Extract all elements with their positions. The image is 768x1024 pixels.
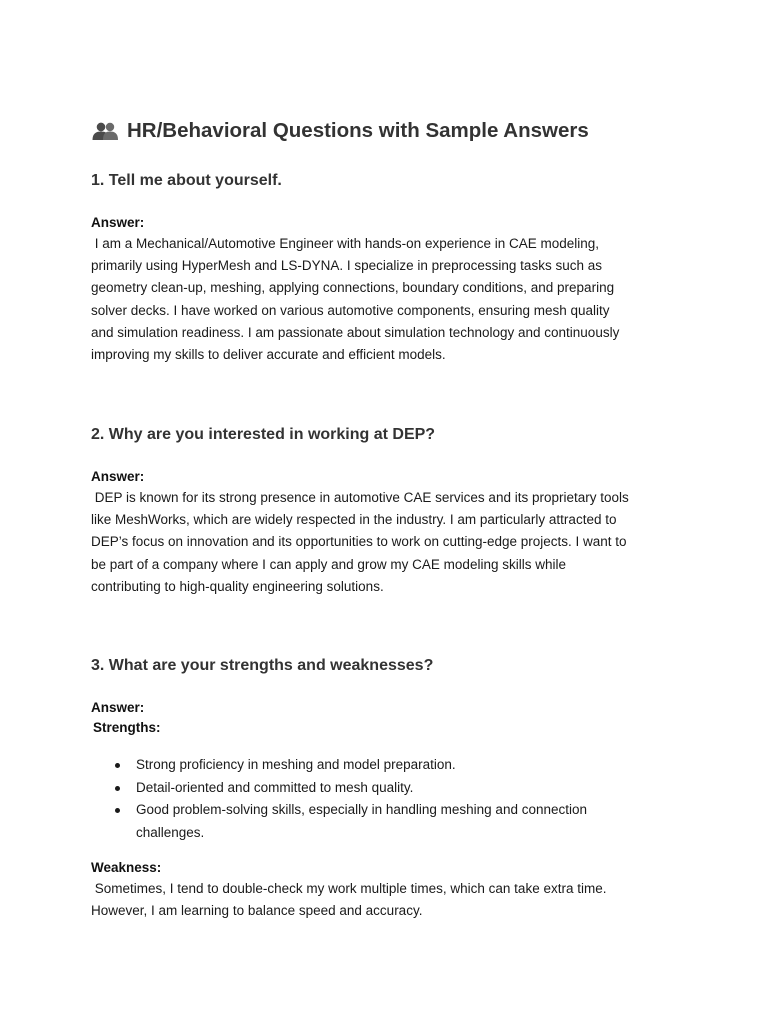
weakness-line: Sometimes, I tend to double-check my work multiple times, which can take extra time. xyxy=(91,881,607,896)
list-item-text: Good problem-solving skills, especially in handling meshing and connection challenges. xyxy=(136,802,588,840)
answer-line: I am a Mechanical/Automotive Engineer with hands-on experience in CAE modeling, xyxy=(91,236,600,251)
answer-line: DEP is known for its strong presence in automotive CAE services and its proprietary tools xyxy=(91,490,629,505)
question-heading: 2. Why are you interested in working at DEP? xyxy=(91,426,436,443)
document-title xyxy=(91,116,708,146)
answer-label: Answer: xyxy=(91,469,145,484)
bullet-icon xyxy=(115,808,120,813)
list-item xyxy=(115,799,711,844)
answer-line: and simulation readiness. I am passionate about simulation technology and continuously xyxy=(91,324,620,340)
weakness-label: Weakness: xyxy=(91,860,162,875)
answer-label: Answer: xyxy=(91,700,145,715)
answer-line: geometry clean-up, meshing, applying connections, boundary conditions, and preparing xyxy=(91,280,615,296)
list-item xyxy=(115,754,711,777)
busts-in-silhouette-icon xyxy=(91,121,119,141)
answer-line: primarily using HyperMesh and LS-DYNA. I specialize in preprocessing tasks such as xyxy=(91,258,602,274)
answer-body xyxy=(91,233,711,366)
document-title-text: HR/Behavioral Questions with Sample Answers xyxy=(127,119,589,142)
answer-line: improving my skills to deliver accurate and efficient models. xyxy=(91,347,446,363)
bullet-icon xyxy=(115,786,120,791)
question-section-1 xyxy=(91,170,711,366)
weakness-block xyxy=(91,858,711,922)
answer-line: DEP’s focus on innovation and its opportunities to work on cutting-edge projects. I want to xyxy=(91,534,627,550)
answer-line: contributing to high-quality engineering solutions. xyxy=(91,578,384,594)
question-heading: 3. What are your strengths and weaknesses? xyxy=(91,657,434,674)
bullet-icon xyxy=(115,763,120,768)
answer-line: solver decks. I have worked on various automotive components, ensuring mesh quality xyxy=(91,302,610,318)
strengths-list xyxy=(91,754,711,844)
answer-label: Answer: xyxy=(91,215,145,230)
weakness-line: However, I am learning to balance speed and accuracy. xyxy=(91,903,423,919)
question-section-2 xyxy=(91,424,711,598)
answer-body xyxy=(91,487,711,598)
question-heading: 1. Tell me about yourself. xyxy=(91,172,282,189)
list-item-text: Detail-oriented and committed to mesh quality. xyxy=(136,779,414,795)
question-section-3 xyxy=(91,655,711,922)
answer-line: be part of a company where I can apply and grow my CAE modeling skills while xyxy=(91,556,566,572)
answer-line: like MeshWorks, which are widely respected in the industry. I am particularly attracted to xyxy=(91,512,617,528)
strengths-label: Strengths: xyxy=(93,720,161,735)
list-item xyxy=(115,777,711,800)
list-item-text: Strong proficiency in meshing and model preparation. xyxy=(136,757,456,772)
